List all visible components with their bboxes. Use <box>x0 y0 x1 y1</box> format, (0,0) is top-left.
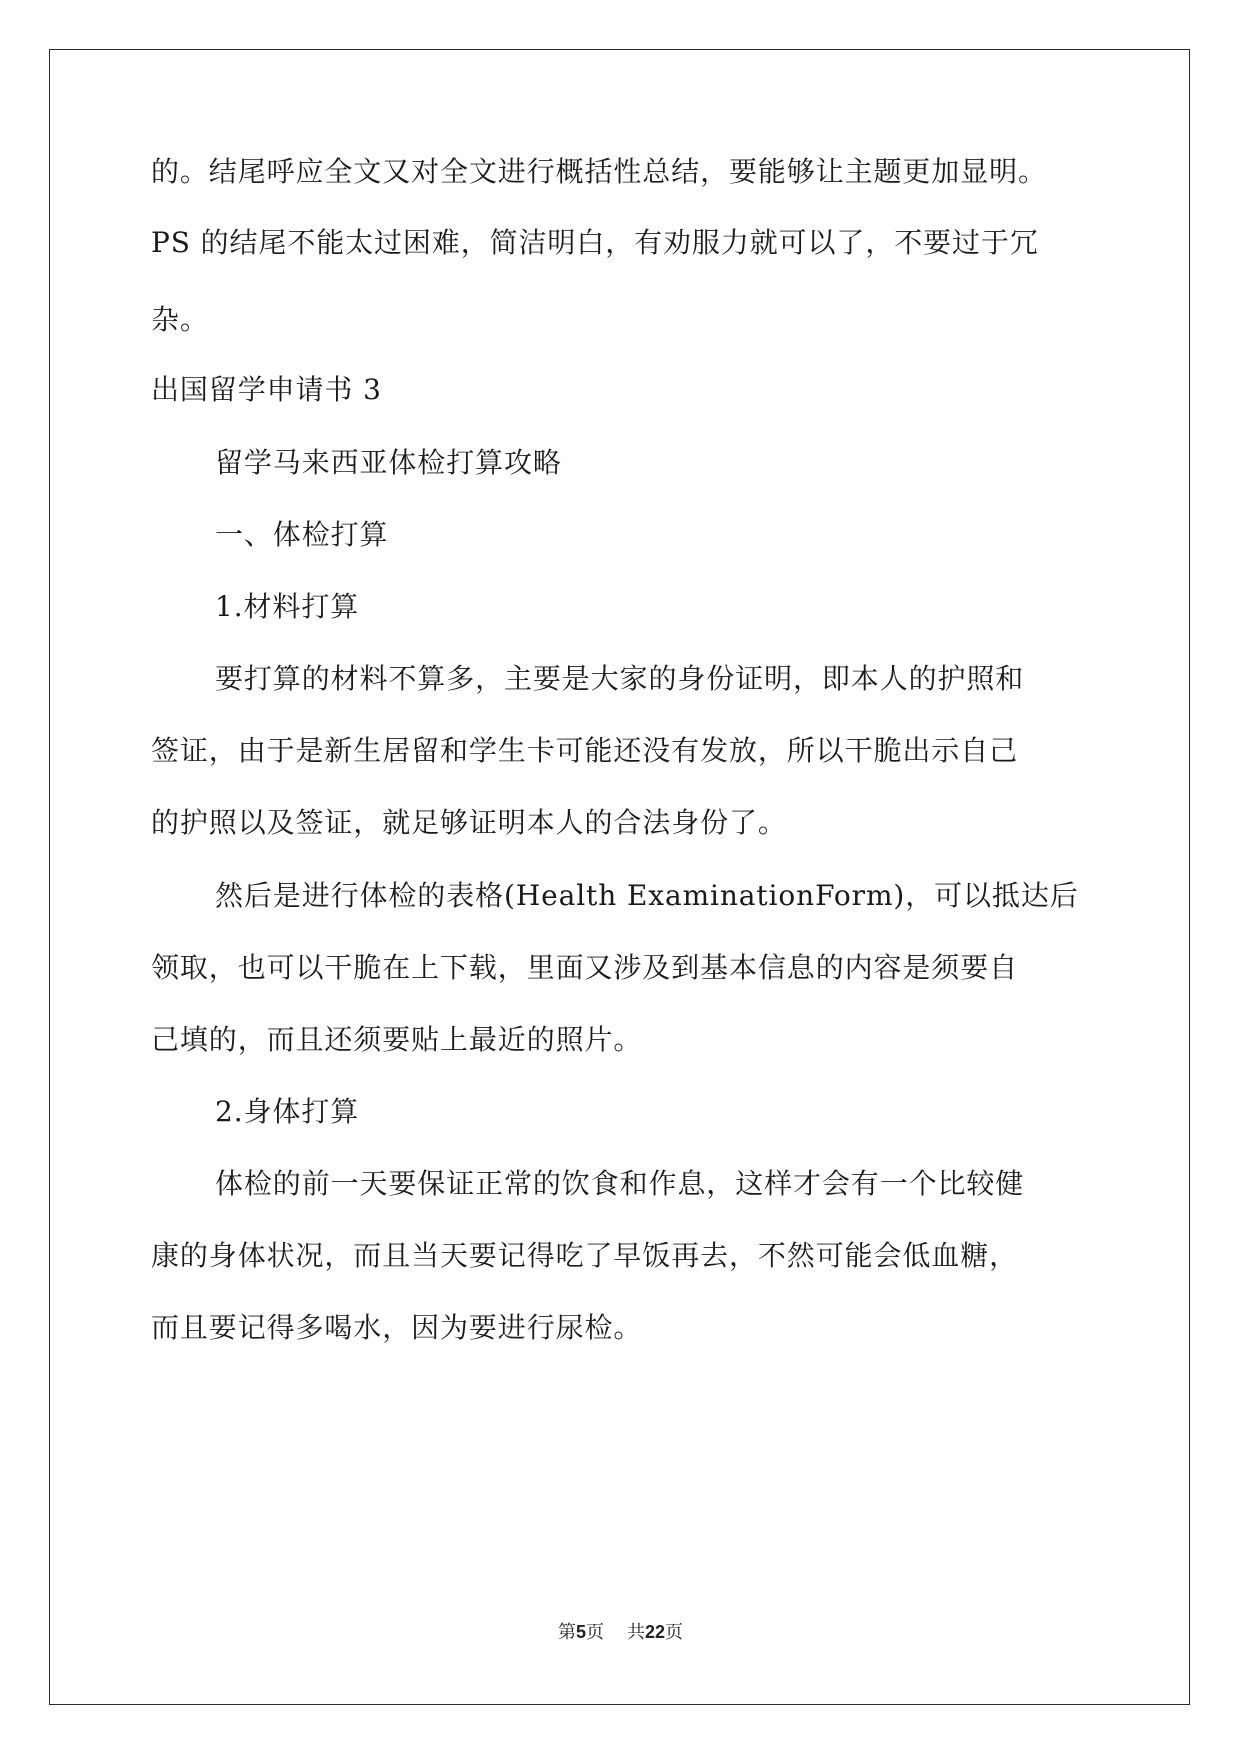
body-line: 要打算的材料不算多，主要是大家的身份证明，即本人的护照和 <box>215 662 1025 695</box>
page-border <box>49 49 1190 1705</box>
body-line: 己填的，而且还须要贴上最近的照片。 <box>151 1023 643 1056</box>
body-line: 康的身体状况，而且当天要记得吃了早饭再去，不然可能会低血糖， <box>151 1239 1019 1272</box>
body-line: 领取，也可以干脆在上下载，里面又涉及到基本信息的内容是须要自 <box>151 951 1019 984</box>
body-line: 的护照以及签证，就足够证明本人的合法身份了。 <box>151 806 787 839</box>
page-footer <box>0 1620 1241 1645</box>
footer-total-suffix: 页 <box>664 1622 683 1643</box>
footer-prefix: 第 <box>558 1622 577 1643</box>
subheading: 1.材料打算 <box>215 590 360 623</box>
body-line: 杂。 <box>151 303 209 336</box>
body-line: 体检的前一天要保证正常的饮食和作息，这样才会有一个比较健 <box>215 1167 1025 1200</box>
article-title: 留学马来西亚体检打算攻略 <box>215 446 562 479</box>
section-heading: 出国留学申请书 3 <box>151 373 382 406</box>
footer-page-suffix: 页 <box>586 1622 605 1643</box>
body-line: PS 的结尾不能太过困难，简洁明白，有劝服力就可以了，不要过于冗 <box>151 226 1039 259</box>
footer-total-prefix: 共 <box>626 1622 645 1643</box>
page-number: 5 <box>576 1622 587 1642</box>
body-line: 签证，由于是新生居留和学生卡可能还没有发放，所以干脆出示自己 <box>151 734 1019 767</box>
subheading: 2.身体打算 <box>215 1095 360 1128</box>
body-line: 而且要记得多喝水，因为要进行尿检。 <box>151 1311 643 1344</box>
subheading: 一、体检打算 <box>215 518 389 551</box>
body-line: 的。结尾呼应全文又对全文进行概括性总结，要能够让主题更加显明。 <box>151 155 1047 188</box>
total-pages: 22 <box>644 1622 665 1642</box>
body-line: 然后是进行体检的表格(Health ExaminationForm)，可以抵达后 <box>215 879 1079 912</box>
